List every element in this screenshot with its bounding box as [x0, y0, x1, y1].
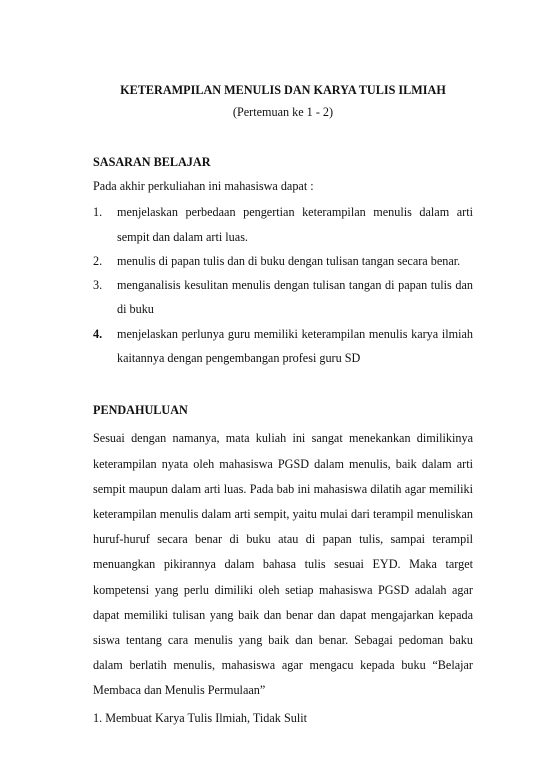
numbered-subheading: 1. Membuat Karya Tulis Ilmiah, Tidak Sulit: [93, 710, 307, 725]
section-heading-pendahuluan: PENDAHULUAN: [93, 403, 188, 418]
list-item-text: menjelaskan perlunya guru memiliki keterampilan menulis karya ilmiah kaitannya dengan pengembangan profesi guru SD: [117, 326, 473, 366]
document-content: [93, 82, 473, 731]
list-item-number: 2.: [93, 253, 103, 268]
list-item-number: 3.: [93, 278, 103, 293]
document-subtitle: (Pertemuan ke 1 - 2): [232, 105, 334, 119]
objectives-list: [93, 200, 473, 370]
list-item-number: 4.: [93, 326, 103, 341]
list-item-text: menjelaskan perbedaan pengertian keterampilan menulis dalam arti sempit dan dalam arti luas.: [117, 205, 473, 244]
list-item: [93, 249, 473, 273]
section-heading-sasaran: SASARAN BELAJAR: [93, 155, 211, 169]
list-item: [93, 322, 473, 371]
pendahuluan-paragraph: Sesuai dengan namanya, mata kuliah ini sangat menekankan dimilikinya keterampilan nyata oleh mahasiswa PGSD dalam menulis, baik dalam arti sempit maupun dalam arti luas. Pada bab ini mahasiswa dilatih agar memiliki keterampilan menulis dalam arti sempit, yaitu mulai dari terampil menuliskan huruf-huruf secara benar di buku atau di papan tulis, sampai terampil menuangkan pikirannya dalam bahasa tulis sesuai EYD. Maka target kompetensi yang perlu dimiliki oleh setiap mahasiswa PGSD adalah agar dapat memiliki tulisan yang baik dan benar dan dapat mengajarkan kepada siswa tentang cara menulis yang baik dan benar. Sebagai pedoman baku dalam berlatih menulis, mahasiswa agar mengacu kepada buku “Belajar Membaca dan Menulis Permulaan”: [93, 431, 473, 698]
list-item-text: menganalisis kesulitan menulis dengan tulisan tangan di papan tulis dan di buku: [117, 278, 473, 317]
list-item: [93, 273, 473, 322]
sasaran-intro: Pada akhir perkuliahan ini mahasiswa dapat :: [93, 179, 314, 193]
list-item-number: 1.: [93, 205, 103, 220]
list-item-text: menulis di papan tulis dan di buku dengan tulisan tangan secara benar.: [117, 253, 461, 268]
document-title: KETERAMPILAN MENULIS DAN KARYA TULIS ILMIAH: [120, 83, 446, 97]
list-item: [93, 200, 473, 249]
